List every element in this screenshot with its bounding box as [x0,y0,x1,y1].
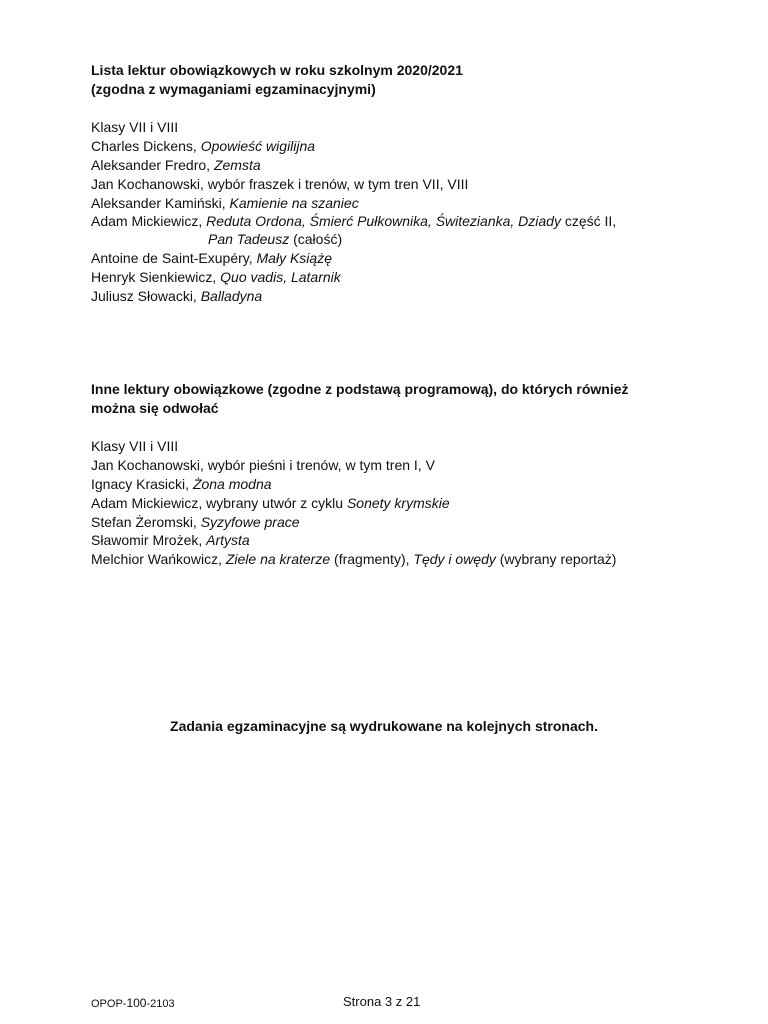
list-item: Antoine de Saint-Exupéry, Mały Książę [91,250,332,266]
section2-class-label: Klasy VII i VIII [91,438,179,454]
list-item: Juliusz Słowacki, Balladyna [91,288,263,304]
section1-title-line2: (zgodna z wymaganiami egzaminacyjnymi) [91,81,376,97]
list-item: Charles Dickens, Opowieść wigilijna [91,138,316,154]
list-item: Stefan Żeromski, Syzyfowe prace [91,514,300,530]
page-number: Strona 3 z 21 [343,994,421,1009]
list-item: Ignacy Krasicki, Żona modna [91,476,272,492]
list-item: Melchior Wańkowicz, Ziele na kraterze (fragmenty), Tędy i owędy (wybrany reportaż) [91,551,617,567]
section2-title-line1: Inne lektury obowiązkowe (zgodne z podstawą programową), do których również [91,381,629,397]
exam-code: OPOP-100-2103 [91,996,175,1010]
list-item: Adam Mickiewicz, wybrany utwór z cyklu Sonety krymskie [91,495,450,511]
list-item: Aleksander Kamiński, Kamienie na szaniec [91,195,359,211]
section1-class-label: Klasy VII i VIII [91,119,179,135]
list-item: Sławomir Mrożek, Artysta [91,532,250,548]
section2-title-line2: można się odwołać [91,400,219,416]
list-item: Adam Mickiewicz, Reduta Ordona, Śmierć Pułkownika, Świtezianka, Dziady część II, [91,213,617,229]
list-item-continuation: Pan Tadeusz (całość) [208,231,343,247]
list-item: Jan Kochanowski, wybór pieśni i trenów, w tym tren I, V [91,457,435,473]
closing-note: Zadania egzaminacyjne są wydrukowane na kolejnych stronach. [170,718,598,734]
list-item: Jan Kochanowski, wybór fraszek i trenów, w tym tren VII, VIII [91,176,469,192]
list-item: Henryk Sienkiewicz, Quo vadis, Latarnik [91,269,341,285]
list-item: Aleksander Fredro, Zemsta [91,157,261,173]
section1-title-line1: Lista lektur obowiązkowych w roku szkolnym 2020/2021 [91,62,463,78]
